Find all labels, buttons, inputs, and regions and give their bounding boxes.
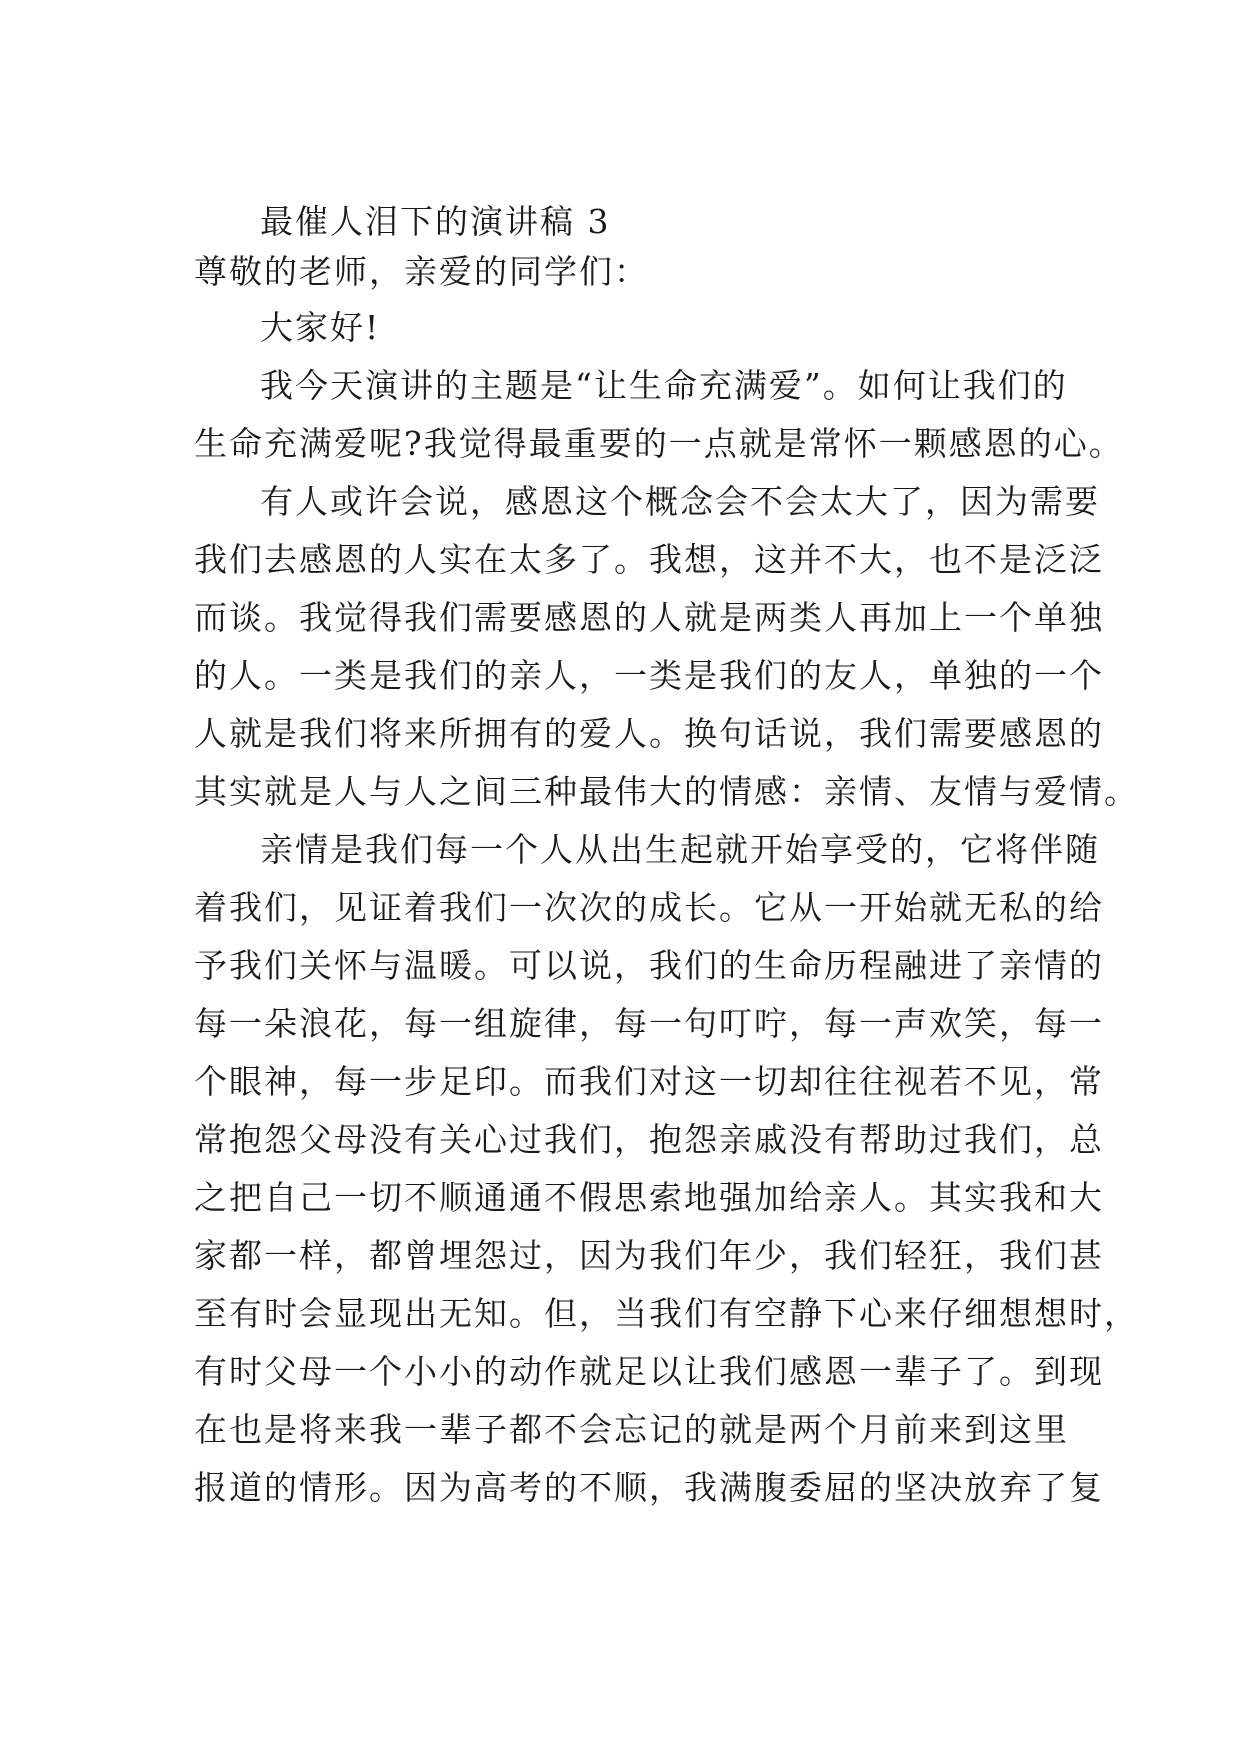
- paragraph-line: 之把自己一切不顺通通不假思索地强加给亲人。其实我和大: [194, 1178, 1104, 1217]
- paragraph-line: 常抱怨父母没有关心过我们，抱怨亲戚没有帮助过我们，总: [194, 1120, 1104, 1159]
- salutation: 尊敬的老师，亲爱的同学们：: [194, 252, 649, 291]
- paragraph-line: 着我们，见证着我们一次次的成长。它从一开始就无私的给: [194, 888, 1104, 927]
- greeting: 大家好!: [260, 308, 381, 347]
- paragraph-line: 有人或许会说，感恩这个概念会不会太大了，因为需要: [260, 482, 1100, 521]
- paragraph-line: 人就是我们将来所拥有的爱人。换句话说，我们需要感恩的: [194, 714, 1104, 753]
- document-title: 最催人泪下的演讲稿 3: [260, 202, 611, 241]
- paragraph-line: 在也是将来我一辈子都不会忘记的就是两个月前来到这里: [194, 1410, 1069, 1449]
- paragraph-line: 报道的情形。因为高考的不顺，我满腹委屈的坚决放弃了复: [194, 1468, 1104, 1507]
- paragraph-line: 亲情是我们每一个人从出生起就开始享受的，它将伴随: [260, 830, 1100, 869]
- paragraph-line: 家都一样，都曾埋怨过，因为我们年少，我们轻狂，我们甚: [194, 1236, 1104, 1275]
- paragraph-line: 其实就是人与人之间三种最伟大的情感：亲情、友情与爱情。: [194, 772, 1139, 811]
- paragraph-line: 每一朵浪花，每一组旋律，每一句叮咛，每一声欢笑，每一: [194, 1004, 1104, 1043]
- document-body: [194, 199, 1139, 1517]
- paragraph-line: 我今天演讲的主题是“让生命充满爱”。如何让我们的: [260, 366, 1068, 405]
- paragraph-line: 个眼神，每一步足印。而我们对这一切却往往视若不见，常: [194, 1062, 1104, 1101]
- paragraph-line: 予我们关怀与温暖。可以说，我们的生命历程融进了亲情的: [194, 946, 1104, 985]
- paragraph-line: 生命充满爱呢?我觉得最重要的一点就是常怀一颗感恩的心。: [194, 424, 1124, 463]
- paragraph-line: 我们去感恩的人实在太多了。我想，这并不大，也不是泛泛: [194, 540, 1104, 579]
- paragraph-line: 有时父母一个小小的动作就足以让我们感恩一辈子了。到现: [194, 1352, 1104, 1391]
- paragraph-line: 至有时会显现出无知。但，当我们有空静下心来仔细想想时，: [194, 1294, 1139, 1333]
- paragraph-line: 的人。一类是我们的亲人，一类是我们的友人，单独的一个: [194, 656, 1104, 695]
- paragraph-line: 而谈。我觉得我们需要感恩的人就是两类人再加上一个单独: [194, 598, 1104, 637]
